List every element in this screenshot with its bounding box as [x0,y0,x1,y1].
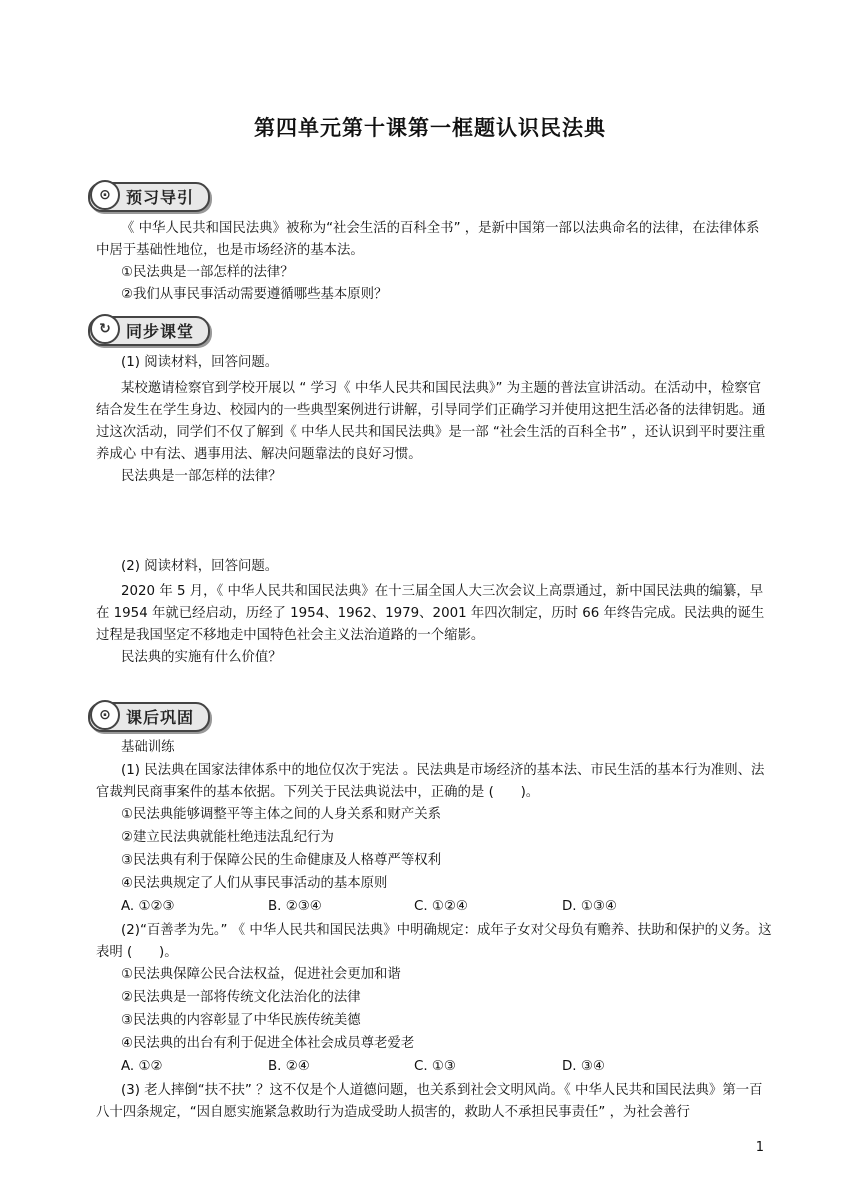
question-1-choice-d: D. ①③④ [562,899,617,914]
question-1-choice-c: C. ①②④ [414,899,468,914]
question-1-stem: (1) 民法典在国家法律体系中的地位仅次于宪法 。民法典是市场经济的基本法、市民生活的基本行为准则、法官裁判民商事案件的基本依据。下列关于民法典说法中，正确的是 ( )。 [96,763,765,800]
question-2-stem: (2)“百善孝为先。” 《 中华人民共和国民法典》中明确规定：成年子女对父母负有赡养、扶助和保护的义务。这表明 ( )。 [96,923,772,960]
sync-part1-question: 民法典是一部怎样的法律？ [121,469,282,484]
question-2-item: ③民法典的内容彰显了中华民族传统美德 [121,1013,361,1028]
question-2-choice-b: B. ②④ [268,1059,310,1074]
refresh-icon: ↻ [90,314,120,344]
question-1-item: ④民法典规定了人们从事民事活动的基本原则 [121,876,388,891]
preview-question-2: ②我们从事民事活动需要遵循哪些基本原则？ [121,287,388,302]
preview-intro: 《 中华人民共和国民法典》被称为“社会生活的百科全书” ，是新中国第一部以法典命名的法律，在法律体系中居于基础性地位，也是市场经济的基本法。 [96,221,760,258]
question-1-choice-b: B. ②③④ [268,899,322,914]
question-3-stem: (3) 老人摔倒“扶不扶” ？这不仅是个人道德问题，也关系到社会文明风尚。《 中华人民共和国民法典》第一百八十四条规定，“因自愿实施紧急救助行为造成受助人损害的，救助人不承担民事责任” ，为社会善行 [96,1083,763,1120]
preview-question-1: ①民法典是一部怎样的法律？ [121,265,294,280]
sync-part2-heading: (2) 阅读材料，回答问题。 [121,559,279,574]
question-2-item: ②民法典是一部将传统文化法治化的法律 [121,990,361,1005]
question-1-item: ③民法典有利于保障公民的生命健康及人格尊严等权利 [121,853,441,868]
sync-part1-text: 某校邀请检察官到学校开展以 “ 学习《 中华人民共和国民法典》” 为主题的普法宣讲活动。在活动中，检察官结合发生在学生身边、校园内的一些典型案例进行讲解，引导同学们正确学习并使用这把生活必备的法律钥匙。通过这次活动，同学们不仅了解到《 中华人民共和国民法典》是一部 “社会生活的百科全书” ，还认识到平时要注重养成心 中有法、遇事用法、解决问题靠法的良好习惯。 [96,381,766,462]
question-2-item: ①民法典保障公民合法权益，促进社会更加和谐 [121,967,401,982]
question-2-choice-a: A. ①② [121,1059,163,1074]
question-1-choice-a: A. ①②③ [121,899,175,914]
question-2-choice-d: D. ③④ [562,1059,605,1074]
sync-part1-heading: (1) 阅读材料，回答问题。 [121,355,279,370]
question-1-item: ②建立民法典就能杜绝违法乱纪行为 [121,830,334,845]
magnifier-icon: ⊙ [90,180,120,210]
section-header-after: ⊙ 课后巩固 [88,700,208,732]
sync-part2-question: 民法典的实施有什么价值？ [121,650,282,665]
magnifier-icon: ⊙ [90,700,120,730]
page-number: 1 [755,1140,764,1155]
sync-part2-text: 2020 年 5 月，《 中华人民共和国民法典》在十三届全国人大三次会议上高票通过，新中国民法典的编纂，早在 1954 年就已经启动，历经了 1954、1962、1979、2001 年四次制定，历时 66 年终告完成。民法典的诞生过程是我国坚定不移地走中国特色社会主义法治道路的一个缩影。 [96,584,765,643]
section-header-preview: ⊙ 预习导引 [88,180,208,212]
page-title: 第四单元第十课第一框题认识民法典 [254,116,606,140]
question-2-item: ④民法典的出台有利于促进全体社会成员尊老爱老 [121,1036,415,1051]
basic-training-label: 基础训练 [121,740,175,755]
question-1-item: ①民法典能够调整平等主体之间的人身关系和财产关系 [121,807,441,822]
question-2-choice-c: C. ①③ [414,1059,456,1074]
section-header-sync: ↻ 同步课堂 [88,314,208,346]
